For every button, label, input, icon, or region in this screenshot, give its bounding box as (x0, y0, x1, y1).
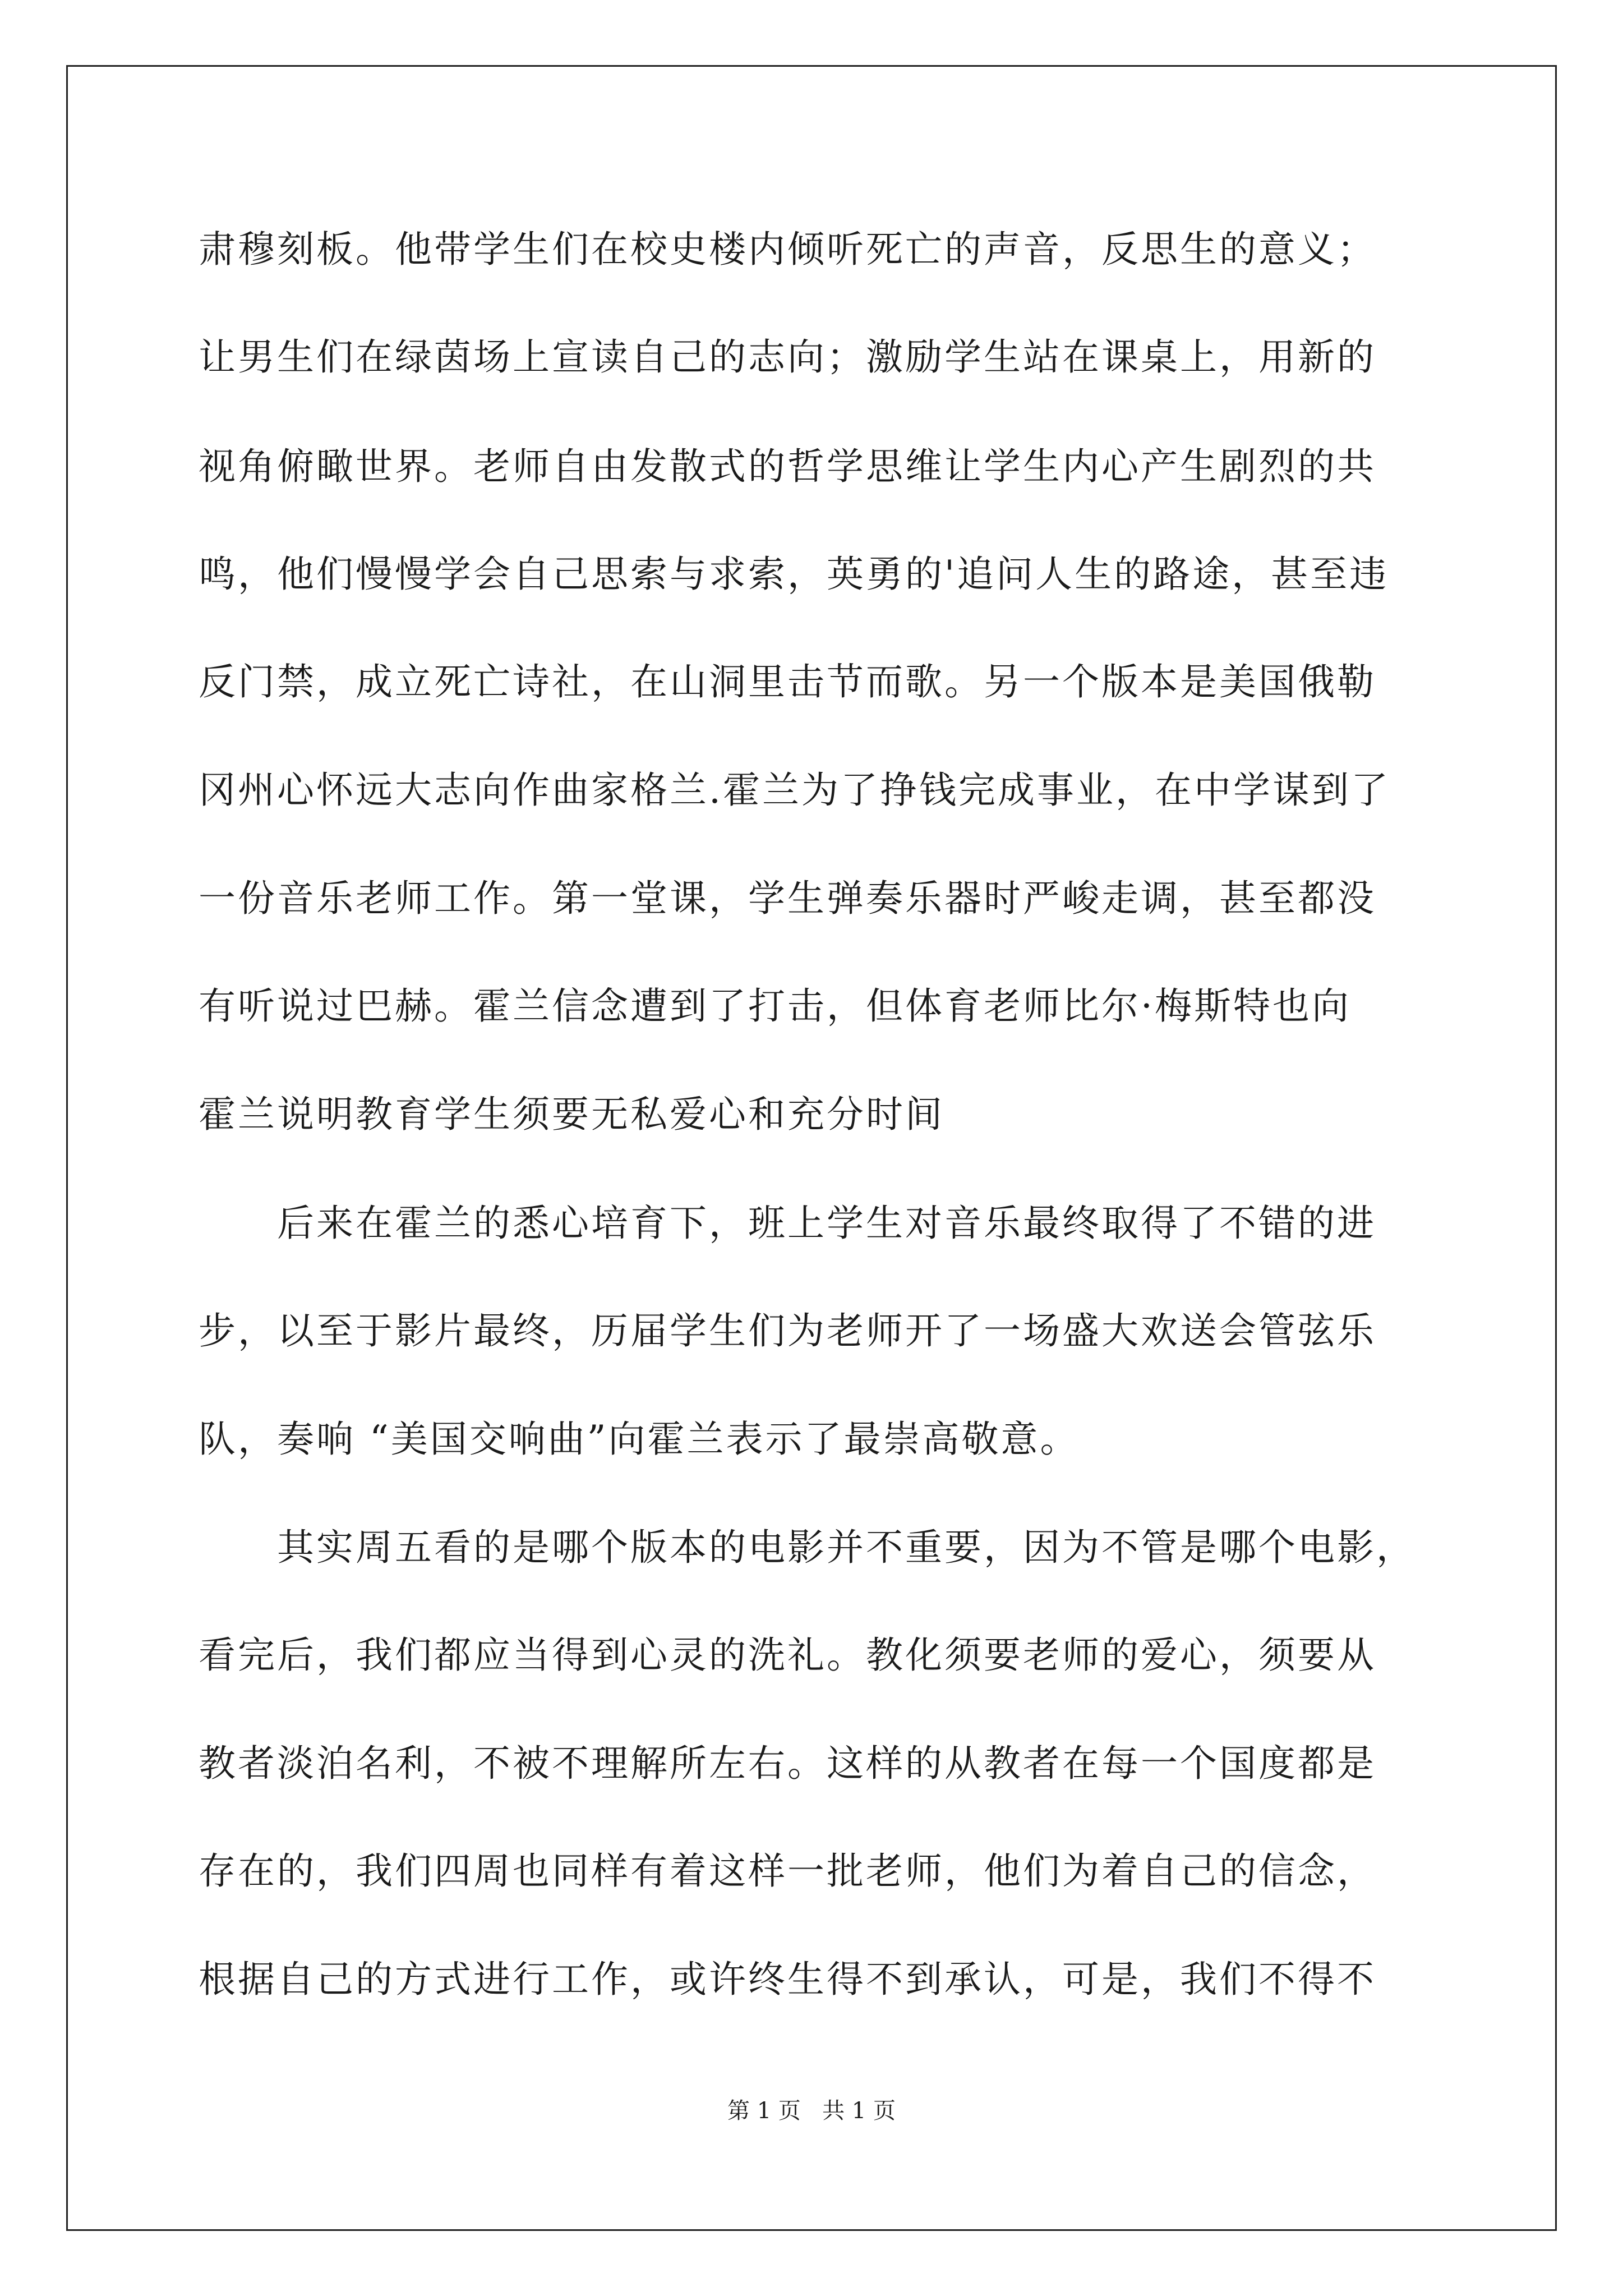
text-line: 鸣，他们慢慢学会自己思索与求索，英勇的'追问人生的路途，甚至违 (199, 553, 1389, 596)
text-line: 教者淡泊名利，不被不理解所左右。这样的从教者在每一个国度都是 (199, 1742, 1376, 1785)
page-border (66, 65, 1557, 2231)
text-line: 让男生们在绿茵场上宣读自己的志向；激励学生站在课桌上，用新的 (199, 335, 1376, 379)
text-line: 存在的，我们四周也同样有着这样一批老师，他们为着自己的信念， (199, 1849, 1376, 1893)
text-line: 冈州心怀远大志向作曲家格兰.霍兰为了挣钱完成事业，在中学谋到了 (199, 769, 1390, 812)
text-line: 肃穆刻板。他带学生们在校史楼内倾听死亡的声音，反思生的意义； (199, 228, 1376, 271)
text-line: 步，以至于影片最终，历届学生们为老师开了一场盛大欢送会管弦乐 (199, 1309, 1376, 1352)
text-line: 视角俯瞰世界。老师自由发散式的哲学思维让学生内心产生剧烈的共 (199, 445, 1376, 488)
text-line: 看完后，我们都应当得到心灵的洗礼。教化须要老师的爱心，须要从 (199, 1634, 1376, 1677)
page-footer: 第 1 页 共 1 页 (727, 2098, 896, 2124)
text-line: 一份音乐老师工作。第一堂课，学生弹奏乐器时严峻走调，甚至都没 (199, 877, 1376, 920)
text-line: 霍兰说明教育学生须要无私爱心和充分时间 (199, 1093, 944, 1136)
text-line: 后来在霍兰的悉心培育下，班上学生对音乐最终取得了不错的进 (199, 1202, 1376, 1245)
text-line: 有听说过巴赫。霍兰信念遭到了打击，但体育老师比尔·梅斯特也向 (199, 984, 1351, 1028)
text-line: 其实周五看的是哪个版本的电影并不重要，因为不管是哪个电影， (199, 1526, 1415, 1569)
text-line: 队，奏响 “美国交响曲”向霍兰表示了最崇高敬意。 (199, 1418, 1080, 1461)
text-line: 根据自己的方式进行工作，或许终生得不到承认，可是，我们不得不 (199, 1958, 1376, 2001)
text-line: 反门禁，成立死亡诗社，在山洞里击节而歌。另一个版本是美国俄勒 (199, 660, 1376, 703)
